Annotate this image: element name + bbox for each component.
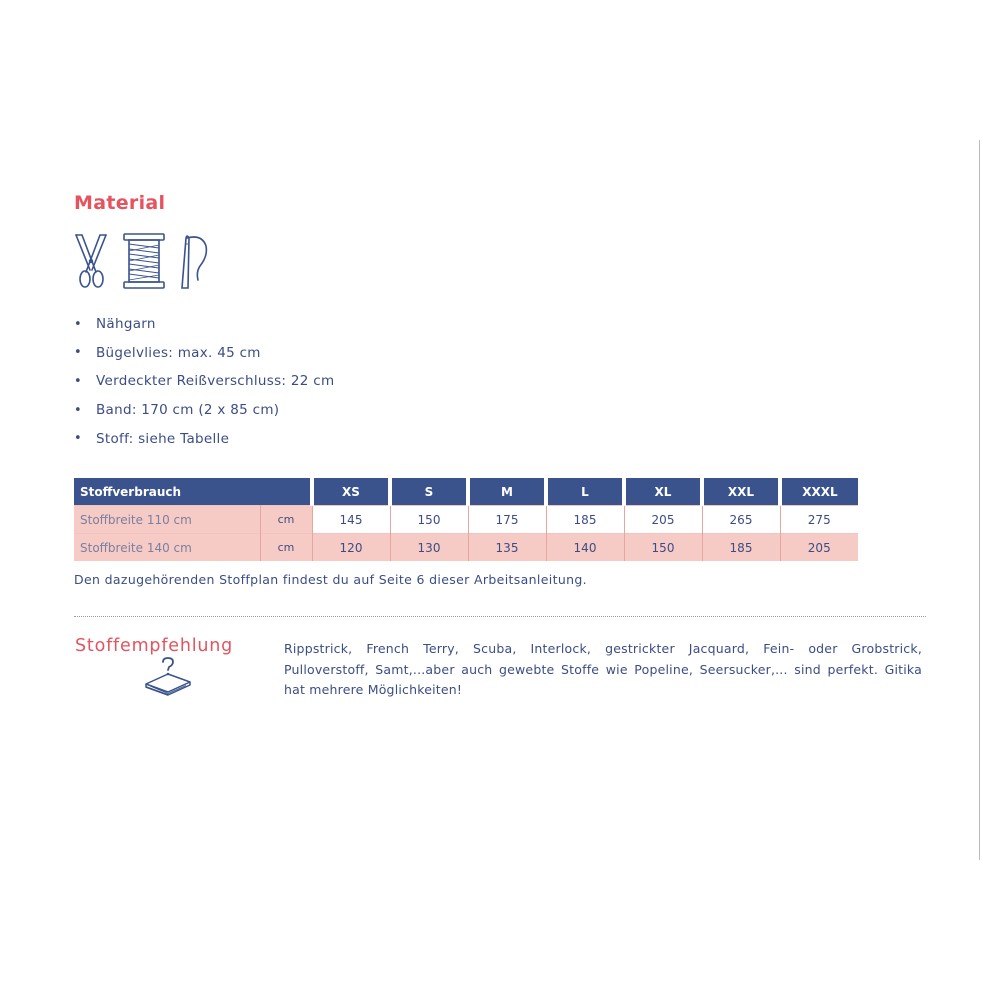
list-item-text: Verdeckter Reißverschluss: 22 cm	[96, 373, 335, 390]
bullet: •	[74, 316, 82, 332]
table-cell: 265	[702, 506, 780, 534]
size-header: XS	[312, 478, 390, 506]
size-header: M	[468, 478, 546, 506]
list-item	[74, 339, 334, 368]
table-cell: 120	[312, 534, 390, 562]
table-cell: 175	[468, 506, 546, 534]
table-row	[74, 534, 858, 562]
list-item-text: Nähgarn	[96, 316, 156, 333]
material-heading: Material	[74, 192, 166, 214]
size-header: S	[390, 478, 468, 506]
recommendation-heading: Stoffempfehlung	[75, 636, 234, 656]
table-cell: 275	[780, 506, 858, 534]
row-unit: cm	[260, 534, 312, 562]
size-header: XXL	[702, 478, 780, 506]
list-item	[74, 396, 334, 425]
fabric-usage-table	[74, 478, 858, 561]
fabric-plan-note: Den dazugehörenden Stoffplan findest du auf Seite 6 dieser Arbeitsanleitung.	[74, 572, 588, 587]
table-cell: 150	[390, 506, 468, 534]
fabric-question-icon	[142, 656, 194, 696]
bullet: •	[74, 431, 82, 447]
table-cell: 140	[546, 534, 624, 562]
section-divider	[74, 616, 926, 617]
row-unit: cm	[260, 506, 312, 534]
size-header: XXXL	[780, 478, 858, 506]
row-label: Stoffbreite 140 cm	[74, 534, 260, 562]
list-item	[74, 424, 334, 453]
table-cell: 150	[624, 534, 702, 562]
list-item	[74, 367, 334, 396]
list-item	[74, 310, 334, 339]
bullet: •	[74, 345, 82, 361]
list-item-text: Band: 170 cm (2 x 85 cm)	[96, 402, 280, 419]
thread-spool-icon	[122, 232, 166, 290]
table-cell: 205	[780, 534, 858, 562]
table-cell: 130	[390, 534, 468, 562]
table-row	[74, 506, 858, 534]
header-label: Stoffverbrauch	[74, 478, 312, 506]
table-cell: 135	[468, 534, 546, 562]
scissors-icon	[72, 232, 112, 290]
material-list	[74, 310, 334, 453]
page-edge-line	[979, 140, 980, 860]
table-cell: 185	[702, 534, 780, 562]
list-item-text: Bügelvlies: max. 45 cm	[96, 344, 261, 361]
table-cell: 205	[624, 506, 702, 534]
sewing-needle-icon	[176, 232, 210, 290]
table-cell: 185	[546, 506, 624, 534]
bullet: •	[74, 373, 82, 389]
list-item-text: Stoff: siehe Tabelle	[96, 430, 230, 447]
row-label: Stoffbreite 110 cm	[74, 506, 260, 534]
table-header-row	[74, 478, 858, 506]
size-header: XL	[624, 478, 702, 506]
material-icons	[72, 232, 212, 292]
size-header: L	[546, 478, 624, 506]
recommendation-text: Rippstrick, French Terry, Scuba, Interlock, gestrickter Jacquard, Fein- oder Grobstrick, Pulloverstoff, Samt,...aber auch gewebte Stoffe wie Popeline, Seersucker,... sind perfekt. Gitika hat mehrere Möglichkeiten!	[284, 641, 922, 697]
table-cell: 145	[312, 506, 390, 534]
bullet: •	[74, 402, 82, 418]
